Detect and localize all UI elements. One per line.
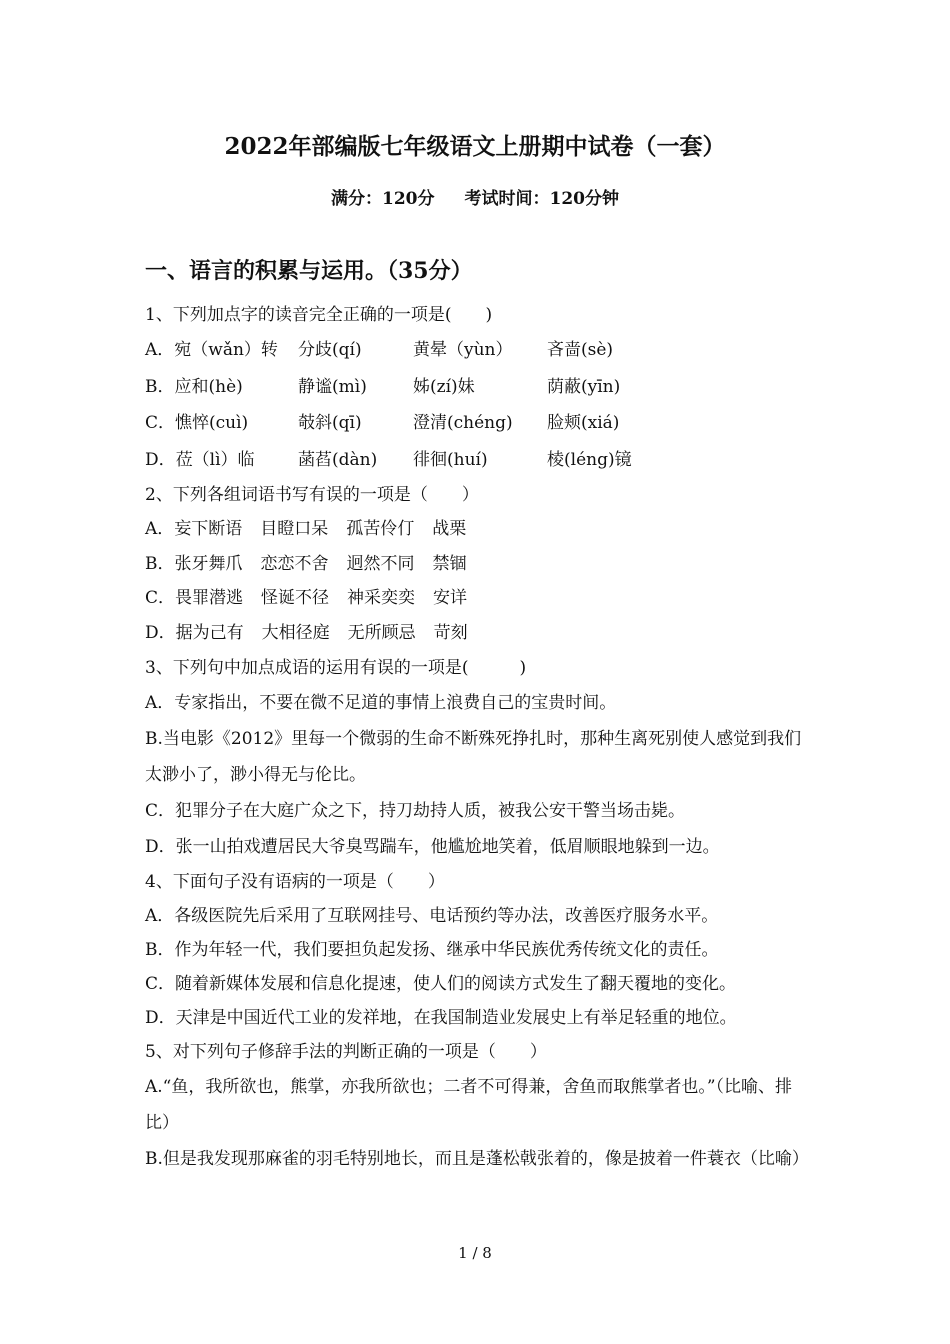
exam-content	[145, 298, 817, 1177]
option-cell: A．宛（wǎn）转	[145, 340, 278, 361]
question-4-stem: 4、下面句子没有语病的一项是（ ）	[145, 871, 445, 892]
option-cell: 吝啬(sè)	[547, 340, 614, 361]
word: 禁锢	[432, 553, 467, 574]
option-cell: 菡萏(dàn)	[298, 449, 378, 470]
word: 恋恋不舍	[260, 553, 329, 574]
question-3-option-d: D．张一山拍戏遭居民大爷臭骂踹车，他尴尬地笑着，低眉顺眼地躲到一边。	[145, 836, 720, 857]
question-2-stem: 2、下列各组词语书写有误的一项是（ ）	[145, 485, 479, 505]
word: 无所顾忌	[347, 623, 416, 644]
word: 迥然不同	[346, 553, 415, 574]
question-4-option-b: B．作为年轻一代，我们要担负起发扬、继承中华民族优秀传统文化的责任。	[145, 939, 719, 960]
option-cell: C．憔悴(cuì)	[145, 413, 249, 434]
option-cell: 徘徊(huí)	[413, 449, 488, 470]
question-2-option-d	[145, 616, 817, 651]
option-cell: 姊(zí)妹	[413, 376, 475, 397]
question-3-option-b: B.当电影《2012》里每一个微弱的生命不断殊死挣扎时，那种生离死别使人感觉到我们太渺小了，渺小得无与伦比。	[145, 728, 802, 785]
word: 战栗	[432, 519, 467, 539]
question-2-option-c	[145, 581, 817, 616]
question-4-option-c: C．随着新媒体发展和信息化提速，使人们的阅读方式发生了翻天覆地的变化。	[145, 973, 737, 994]
option-cell: 静谧(mì)	[298, 376, 367, 397]
option-cell: 脸颊(xiá)	[547, 413, 620, 434]
option-cell: 攲斜(qī)	[298, 413, 362, 434]
option-cell: 澄清(chéng)	[413, 413, 513, 434]
question-4-option-d: D．天津是中国近代工业的发祥地，在我国制造业发展史上有举足轻重的地位。	[145, 1007, 737, 1028]
word: B．张牙舞爪	[145, 553, 243, 574]
word: 怪诞不径	[261, 588, 330, 609]
word: 苛刻	[433, 623, 468, 644]
option-cell: 分歧(qí)	[298, 340, 362, 361]
question-5-option-a: A.“鱼，我所欲也，熊掌，亦我所欲也；二者不可得兼，舍鱼而取熊掌者也。”（比喻、排比）	[145, 1076, 793, 1133]
word: A．妄下断语	[145, 519, 243, 539]
option-cell: 棱(léng)镜	[547, 449, 632, 470]
word: C．畏罪潜逃	[145, 588, 244, 609]
option-cell: 黄晕（yùn）	[413, 340, 513, 361]
exam-time: 考试时间：120分钟	[464, 189, 619, 209]
option-cell: 荫蔽(yīn)	[547, 376, 621, 397]
question-1-option-a	[145, 332, 817, 369]
word: D．据为己有	[145, 623, 244, 644]
page-number: 1 / 8	[458, 1244, 492, 1262]
question-1-option-b	[145, 369, 817, 406]
question-2-option-b	[145, 547, 817, 582]
word: 孤苦伶仃	[346, 519, 415, 539]
word: 大相径庭	[261, 623, 330, 644]
page-title: 2022年部编版七年级语文上册期中试卷（一套）	[224, 133, 726, 160]
question-4-option-a: A．各级医院先后采用了互联网挂号、电话预约等办法，改善医疗服务水平。	[145, 905, 719, 926]
word: 安详	[433, 588, 468, 609]
word: 目瞪口呆	[260, 519, 329, 539]
option-cell: D．莅（lì）临	[145, 449, 255, 470]
question-5-option-b: B.但是我发现那麻雀的羽毛特别地长，而且是蓬松戟张着的，像是披着一件蓑衣（比喻）	[145, 1148, 809, 1169]
question-1-option-d	[145, 442, 817, 479]
score-line	[0, 184, 950, 209]
question-1-stem: 1、下列加点字的读音完全正确的一项是( )	[145, 305, 493, 325]
section-heading: 一、语言的积累与运用。（35分）	[145, 258, 473, 284]
question-2-option-a	[145, 512, 817, 547]
question-5-stem: 5、对下列句子修辞手法的判断正确的一项是（ ）	[145, 1041, 547, 1062]
full-score: 满分：120分	[331, 189, 435, 209]
question-3-option-c: C．犯罪分子在大庭广众之下，持刀劫持人质，被我公安干警当场击毙。	[145, 800, 686, 821]
question-3-stem: 3、下列句中加点成语的运用有误的一项是( )	[145, 657, 527, 678]
question-1-option-c	[145, 405, 817, 442]
question-3-option-a: A．专家指出，不要在微不足道的事情上浪费自己的宝贵时间。	[145, 692, 617, 713]
word: 神采奕奕	[347, 588, 416, 609]
option-cell: B．应和(hè)	[145, 376, 243, 397]
